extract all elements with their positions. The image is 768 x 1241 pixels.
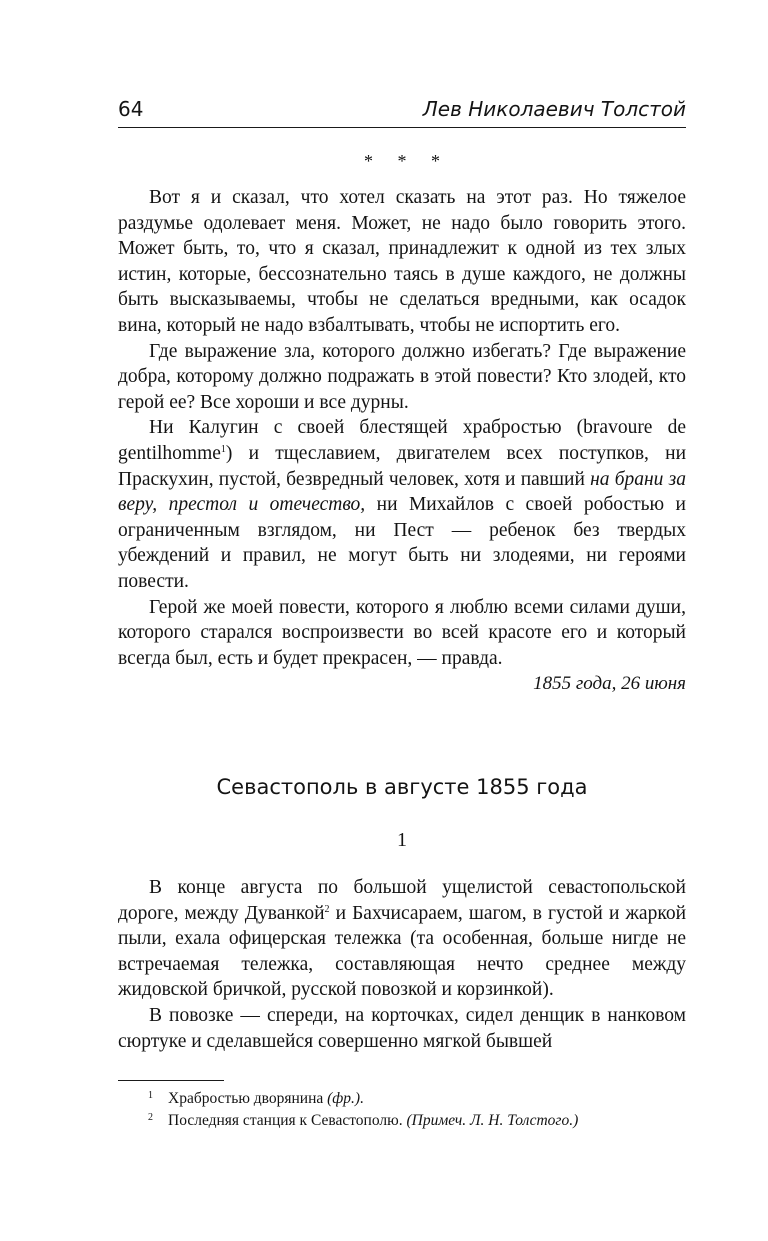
section-asterism: * * *	[364, 151, 450, 171]
footnote-text: Храбростью дворянина	[168, 1090, 328, 1107]
footnote-reference: 2	[324, 903, 330, 915]
paragraph: Где выражение зла, которого должно избегать? Где выражение добра, которому должно подражать в этой повести? Кто злодей, кто герой ее? Все хороши и все дурны.	[118, 340, 686, 413]
paragraph: В повозке — спереди, на корточках, сидел денщик в нанковом сюртуке и сделавшейся совершенно мягкой бывшей	[118, 1004, 686, 1052]
footnote-reference: 1	[220, 443, 226, 455]
running-head-author: Лев Николаевич Толстой	[422, 97, 686, 121]
footnote-rule	[118, 1080, 224, 1081]
italic-phrase: на брани за веру, престол и отечество,	[118, 468, 686, 516]
text-run: ) и тщеславием, двигателем всех поступков, ни Праскухин, пустой, безвредный человек, хотя и павший	[118, 442, 686, 490]
chapter-number: 1	[397, 829, 407, 851]
paragraph	[118, 875, 686, 1003]
paragraph	[118, 415, 686, 594]
footnote-note: (фр.).	[327, 1090, 364, 1107]
text-run: Ни Калугин с своей блестящей храбростью (bravoure de gentilhomme	[118, 417, 686, 464]
paragraph: Герой же моей повести, которого я люблю всеми силами души, которого старался воспроизвести во всей красоте его и который всегда был, есть и будет прекрасен, — правда.	[118, 596, 686, 669]
section-title: Севастополь в августе 1855 года	[216, 775, 588, 799]
footnote-text: Последняя станция к Севастополю.	[168, 1112, 407, 1129]
footnote	[118, 1088, 686, 1110]
footnotes	[118, 1088, 686, 1132]
footnote	[118, 1110, 686, 1132]
page-number: 64	[118, 97, 144, 121]
text-run: и Бахчисараем, шагом, в густой и жаркой пыли, ехала офицерская тележка (та особенная, больше нигде не встречаемая тележка, составляющая нечто среднее между жидовской бричкой, русской повозкой и корзинкой).	[118, 902, 686, 1001]
footnote-mark: 2	[148, 1112, 153, 1123]
book-page	[118, 0, 686, 1241]
paragraph: Вот я и сказал, что хотел сказать на этот раз. Но тяжелое раздумье одолевает меня. Может, не надо было говорить этого. Может быть, то, что я сказал, принадлежит к одной из тех злых истин, которые, бессознательно таясь в душе каждого, не должны быть высказываемы, чтобы не сделаться вредными, как осадок вина, который не надо взбалтывать, чтобы не испортить его.	[118, 187, 686, 336]
text-run: ни Михайлов с своей робостью и ограниченным взглядом, ни Пест — ребенок без твердых убеждений и правил, не могут быть ни злодеями, ни героями повести.	[118, 494, 686, 592]
text-run: В конце августа по большой ущелистой севастопольской дороге, между Дуванкой	[118, 877, 686, 924]
text-block-part-two	[118, 875, 686, 1054]
date-line: 1855 года, 26 июня	[533, 673, 686, 695]
footnote-mark: 1	[148, 1090, 153, 1101]
text-block-part-one	[118, 185, 686, 697]
footnote-note: (Примеч. Л. Н. Толстого.)	[406, 1112, 579, 1129]
running-head	[118, 93, 686, 128]
